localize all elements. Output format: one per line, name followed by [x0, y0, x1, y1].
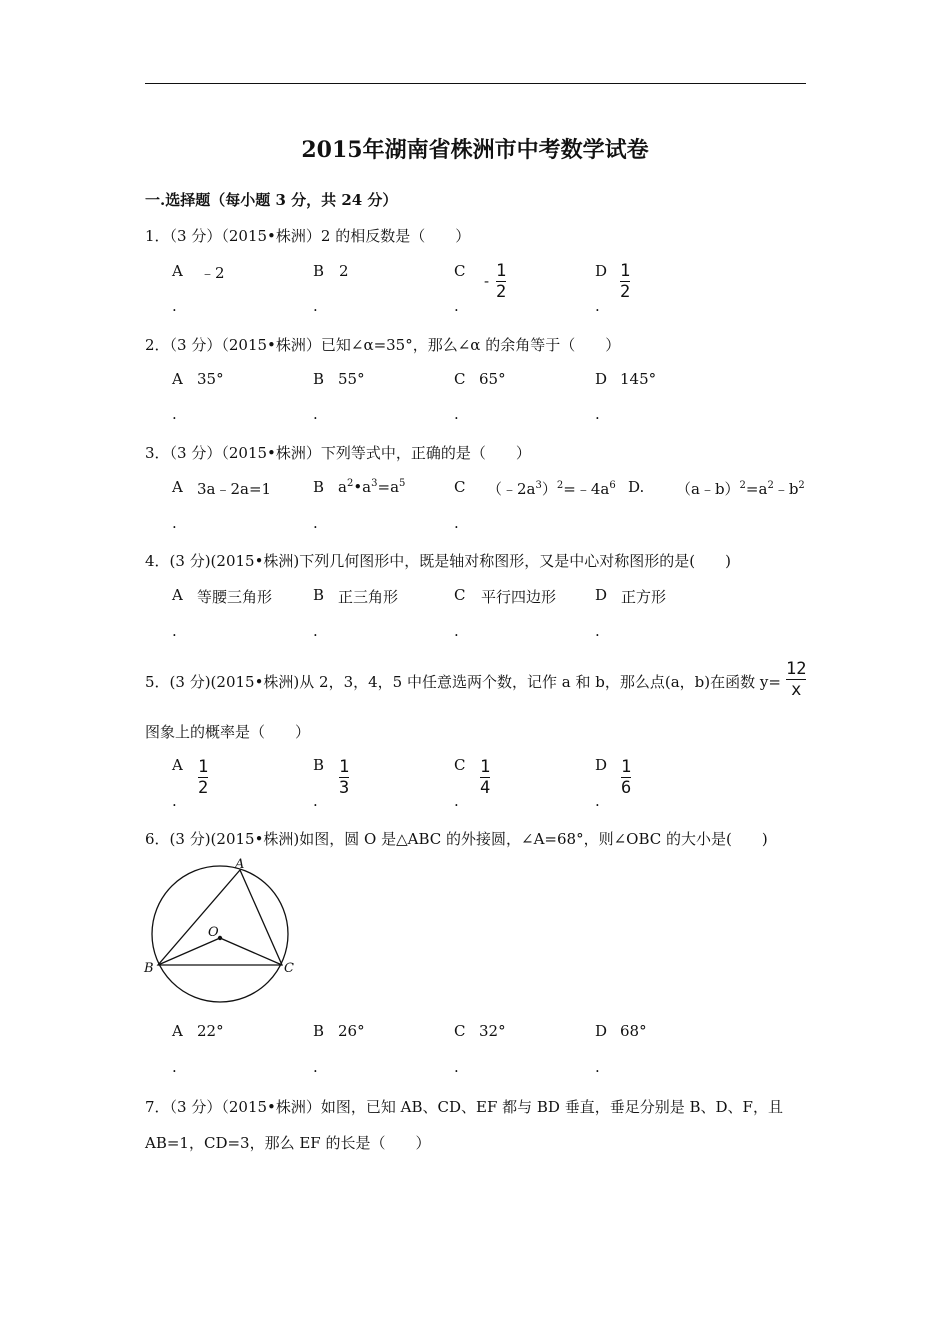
q1-option-d-fraction [620, 262, 630, 301]
option-dot: . [172, 792, 177, 810]
q1-option-c-numerator: 1 [496, 261, 507, 281]
option-dot: . [313, 514, 318, 532]
q5-function-denominator: x [791, 680, 802, 700]
q1-option-c-denominator: 2 [496, 282, 507, 302]
question-3-stem: 3．（3 分）（2015•株洲）下列等式中，正确的是（ ） [145, 444, 531, 462]
q2-option-a-text: 35° [197, 370, 224, 388]
question-1-stem: 1．（3 分）（2015•株洲）2 的相反数是（ ） [145, 227, 471, 245]
q2-option-c-text: 65° [479, 370, 506, 388]
q6-option-c-label: C [454, 1022, 466, 1040]
q6-option-d-text: 68° [620, 1022, 647, 1040]
q2-option-d-label: D [595, 370, 608, 388]
question-7-stem: 7．（3 分）（2015•株洲）如图，已知 AB、CD、EF 都与 BD 垂直，垂足分别是 B、D、F，且 [145, 1098, 783, 1116]
option-dot: . [172, 622, 177, 640]
q5-option-c-numerator: 1 [480, 757, 491, 777]
question-4-stem: 4．(3 分)(2015•株洲)下列几何图形中，既是轴对称图形，又是中心对称图形的是( ) [145, 552, 731, 570]
vertex-label-c: C [284, 961, 294, 976]
q1-option-d-numerator: 1 [620, 261, 631, 281]
q5-option-d-label: D [595, 756, 608, 774]
q5-option-c-label: C [454, 756, 466, 774]
q1-option-b-text: 2 [339, 262, 349, 280]
header-rule [145, 83, 806, 84]
q4-option-d-label: D [595, 586, 608, 604]
q4-option-b-label: B [313, 586, 325, 604]
option-dot: . [172, 297, 177, 315]
q5-option-b-numerator: 1 [339, 757, 350, 777]
option-dot: . [313, 405, 318, 423]
q3-option-b-formula: $a^2•a^3=a^5$ [338, 478, 406, 496]
q1-option-a-label: A [172, 262, 183, 280]
option-dot: . [595, 622, 600, 640]
option-dot: . [454, 1058, 459, 1076]
q5-option-c-denominator: 4 [480, 778, 491, 798]
q6-option-b-text: 26° [338, 1022, 365, 1040]
q2-option-d-text: 145° [620, 370, 657, 388]
q1-option-b-label: B [313, 262, 325, 280]
q1-option-a-text: ﹣2 [200, 264, 225, 282]
q1-option-c-sign: - [484, 272, 490, 290]
q4-option-a-label: A [172, 586, 183, 604]
question-2-stem: 2．（3 分）（2015•株洲）已知∠α=35°，那么∠α 的余角等于（ ） [145, 336, 621, 354]
q2-option-b-label: B [313, 370, 325, 388]
option-dot: . [595, 792, 600, 810]
q4-option-a-text: 等腰三角形 [197, 588, 273, 606]
q5-function-fraction [786, 660, 806, 699]
q4-option-b-text: 正三角形 [338, 588, 399, 606]
q2-option-c-label: C [454, 370, 466, 388]
q6-option-d-label: D [595, 1022, 608, 1040]
question-5-stem-continued: 图象上的概率是（ ） [145, 723, 311, 741]
vertex-label-a: A [235, 858, 245, 872]
option-dot: . [454, 514, 459, 532]
q5-option-c-fraction [480, 758, 490, 797]
q4-option-c-label: C [454, 586, 466, 604]
center-label-o: O [208, 925, 219, 940]
q5-option-a-numerator: 1 [198, 757, 209, 777]
q5-option-d-fraction [621, 758, 631, 797]
option-dot: . [313, 792, 318, 810]
option-dot: . [172, 514, 177, 532]
option-dot: . [172, 1058, 177, 1076]
option-dot: . [454, 622, 459, 640]
q3-option-a-text: 3a﹣2a=1 [197, 480, 272, 498]
vertex-label-b: B [144, 961, 154, 976]
option-dot: . [454, 297, 459, 315]
question-7-stem-continued: AB=1，CD=3，那么 EF 的长是（ ） [145, 1134, 431, 1152]
question-6-stem: 6．(3 分)(2015•株洲)如图，圆 O 是△ABC 的外接圆，∠A=68°，则∠OBC 的大小是( ) [145, 830, 768, 848]
q6-option-a-label: A [172, 1022, 183, 1040]
option-dot: . [172, 405, 177, 423]
q5-option-b-fraction [339, 758, 349, 797]
q3-option-b-label: B [313, 478, 325, 496]
q5-option-a-label: A [172, 756, 183, 774]
q4-option-d-text: 正方形 [621, 588, 667, 606]
q1-option-c-label: C [454, 262, 466, 280]
q5-option-d-numerator: 1 [621, 757, 632, 777]
q4-option-c-text: 平行四边形 [481, 588, 557, 606]
option-dot: . [313, 622, 318, 640]
page-title: 2015年湖南省株洲市中考数学试卷 [301, 137, 649, 163]
q5-option-d-denominator: 6 [621, 778, 632, 798]
option-dot: . [595, 405, 600, 423]
option-dot: . [595, 297, 600, 315]
q3-option-d-formula: $(a﹣b)^2=a^2﹣b^2$ [676, 480, 805, 498]
q5-option-b-label: B [313, 756, 325, 774]
q5-option-b-denominator: 3 [339, 778, 350, 798]
q3-option-d-label: D. [628, 478, 645, 496]
option-dot: . [313, 297, 318, 315]
q3-option-a-label: A [172, 478, 183, 496]
section-heading: 一.选择题（每小题 3 分，共 24 分） [145, 191, 398, 209]
q1-option-d-denominator: 2 [620, 282, 631, 302]
q1-option-c-fraction [496, 262, 506, 301]
segment-ob [158, 938, 220, 965]
option-dot: . [454, 405, 459, 423]
question-5-stem: 5．(3 分)(2015•株洲)从 2，3，4，5 中任意选两个数，记作 a 和 b，那么点(a，b)在函数 y= [145, 673, 781, 691]
triangle-abc [158, 870, 282, 965]
option-dot: . [454, 792, 459, 810]
q5-option-a-fraction [198, 758, 208, 797]
q3-option-c-label: C [454, 478, 466, 496]
q6-option-c-text: 32° [479, 1022, 506, 1040]
q2-option-b-text: 55° [338, 370, 365, 388]
q6-option-a-text: 22° [197, 1022, 224, 1040]
q2-option-a-label: A [172, 370, 183, 388]
option-dot: . [313, 1058, 318, 1076]
segment-oc [220, 938, 282, 965]
circumcircle-figure [143, 858, 303, 1010]
q6-option-b-label: B [313, 1022, 325, 1040]
q3-option-c-formula: $(﹣2a^3)^2=﹣4a^6$ [487, 480, 616, 498]
option-dot: . [595, 1058, 600, 1076]
q1-option-d-label: D [595, 262, 608, 280]
q5-option-a-denominator: 2 [198, 778, 209, 798]
q5-function-numerator: 12 [786, 659, 807, 679]
